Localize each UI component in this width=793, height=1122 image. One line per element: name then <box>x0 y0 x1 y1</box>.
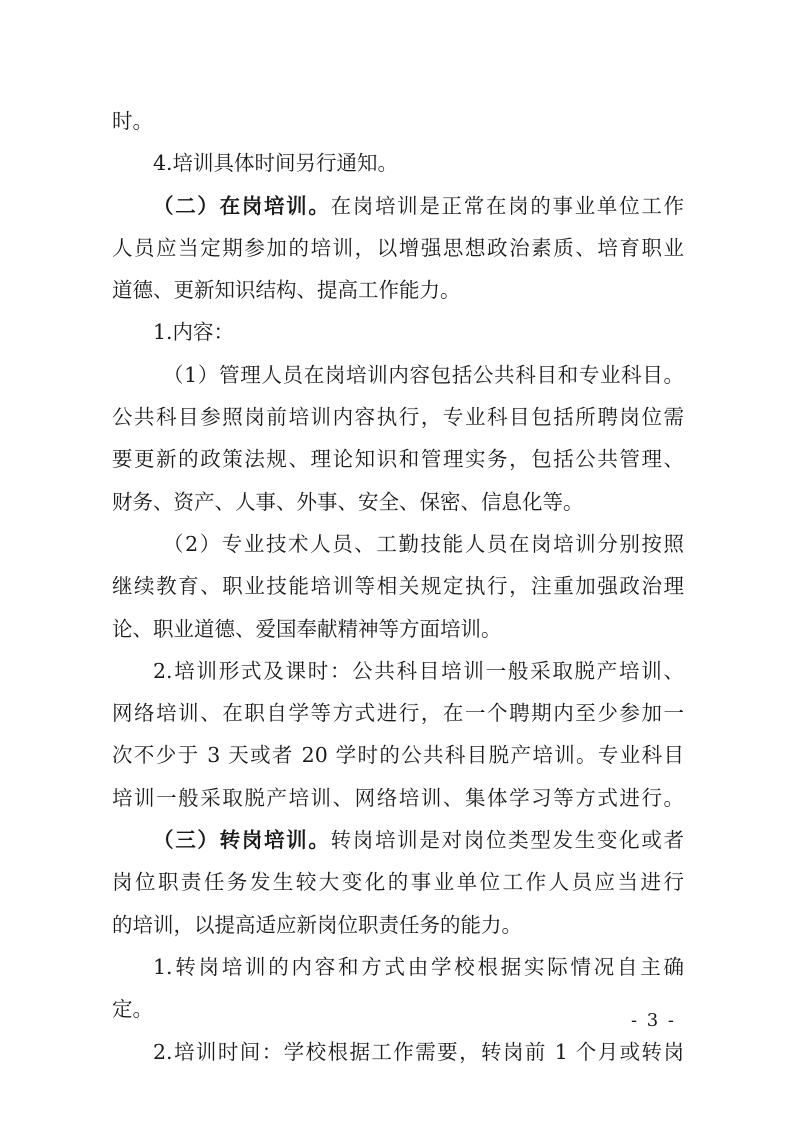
section-heading-line <box>112 819 684 861</box>
text-line: （2）专业技术人员、工勤技能人员在岗培训分别按照 <box>163 531 684 556</box>
section-heading: （三）转岗培训。 <box>153 828 331 853</box>
text-line: 2.培训时间：学校根据工作需要，转岗前 1 个月或转岗 <box>153 1039 684 1064</box>
text-line: 要更新的政策法规、理论知识和管理实务，包括公共管理、 <box>112 447 684 472</box>
text-line: 定。 <box>112 997 153 1022</box>
text-line: 论、职业道德、爱国奉献精神等方面培训。 <box>112 616 502 641</box>
text-line: 网络培训、在职自学等方式进行，在一个聘期内至少参加一 <box>112 701 684 726</box>
section-heading: （二）在岗培训。 <box>153 193 331 218</box>
section-text: 在岗培训是正常在岗的事业单位工作 <box>330 193 685 218</box>
text-line: 继续教育、职业技能培训等相关规定执行，注重加强政治理 <box>112 574 684 599</box>
text-line: 1.转岗培训的内容和方式由学校根据实际情况自主确 <box>153 954 684 979</box>
text-line: 1.内容： <box>153 320 235 345</box>
text-line: 培训一般采取脱产培训、网络培训、集体学习等方式进行。 <box>112 785 684 810</box>
text-line: 2.培训形式及课时：公共科目培训一般采取脱产培训、 <box>153 658 684 683</box>
text-line: 岗位职责任务发生较大变化的事业单位工作人员应当进行 <box>112 870 684 895</box>
body-text <box>112 100 684 1073</box>
text-line: 公共科目参照岗前培训内容执行，专业科目包括所聘岗位需 <box>112 405 684 430</box>
text-line: 财务、资产、人事、外事、安全、保密、信息化等。 <box>112 489 584 514</box>
section-text: 转岗培训是对岗位类型发生变化或者 <box>330 828 685 853</box>
section-heading-line <box>112 185 684 227</box>
text-line: 次不少于 3 天或者 20 学时的公共科目脱产培训。专业科目 <box>112 743 684 768</box>
text-line: 时。 <box>112 109 153 133</box>
text-line: 4.培训具体时间另行通知。 <box>153 151 399 176</box>
text-line: （1）管理人员在岗培训内容包括公共科目和专业科目。 <box>163 362 684 387</box>
text-line: 的培训，以提高适应新岗位职责任务的能力。 <box>112 912 522 937</box>
text-line: 道德、更新知识结构、提高工作能力。 <box>112 278 461 303</box>
text-line: 人员应当定期参加的培训，以增强思想政治素质、培育职业 <box>112 235 684 260</box>
page-number: - 3 - <box>630 1010 676 1031</box>
